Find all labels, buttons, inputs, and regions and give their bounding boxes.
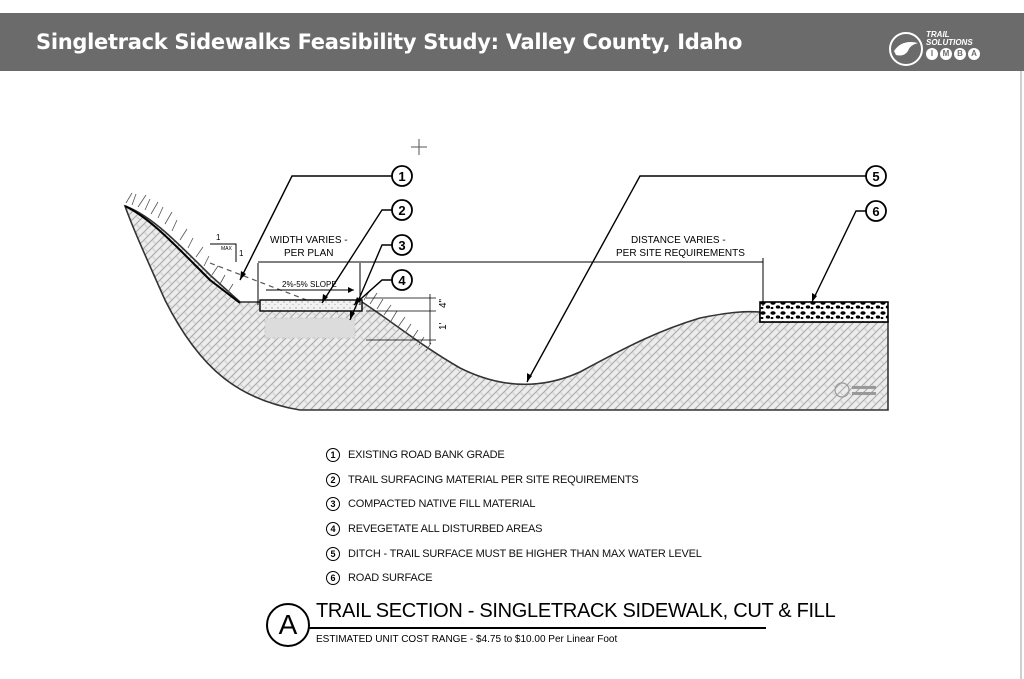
logo-letter: B	[954, 48, 966, 60]
callout-4	[392, 270, 412, 290]
distance-label-line1: DISTANCE VARIES -	[631, 235, 726, 246]
road-surface	[760, 302, 888, 322]
legend-item	[326, 443, 702, 468]
distance-label-line2: PER SITE REQUIREMENTS	[616, 248, 745, 259]
ratio-max-label: MAX	[221, 246, 232, 252]
legend-item	[326, 468, 702, 493]
trail-cross-section-diagram	[0, 71, 1024, 441]
trail-tread	[260, 300, 362, 311]
callout-4-number: 4	[398, 273, 406, 288]
callout-3-number: 3	[398, 238, 406, 253]
callout-1	[392, 166, 412, 186]
legend-text: EXISTING ROAD BANK GRADE	[348, 449, 505, 462]
legend-text: DITCH - TRAIL SURFACE MUST BE HIGHER THAN MAX WATER LEVEL	[348, 547, 702, 560]
callout-5	[866, 166, 886, 186]
top-strip	[0, 0, 1024, 13]
callout-1-number: 1	[398, 169, 406, 184]
callout-6	[866, 201, 886, 221]
logo-letter: I	[926, 48, 938, 60]
depth-top-label: 4"	[438, 298, 449, 308]
legend-item	[326, 517, 702, 542]
legend-number: 2	[326, 473, 340, 487]
logo-text-line1: TRAIL	[926, 30, 950, 39]
logo-text	[926, 31, 973, 47]
bird-icon	[888, 31, 924, 67]
logo-letters	[926, 48, 980, 60]
section-title: TRAIL SECTION - SINGLETRACK SIDEWALK, CUT & FILL	[316, 600, 836, 622]
depth-bottom-label: 1'	[438, 322, 449, 330]
legend-number: 6	[326, 571, 340, 585]
callout-3	[392, 235, 412, 255]
logo-letter: M	[940, 48, 952, 60]
legend-item	[326, 541, 702, 566]
legend-text: REVEGETATE ALL DISTURBED AREAS	[348, 523, 543, 536]
callout-2-number: 2	[398, 203, 406, 218]
callout-2	[392, 200, 412, 220]
legend-number: 5	[326, 547, 340, 561]
width-label-line2: PER PLAN	[284, 248, 334, 259]
crosshair-cursor-icon	[411, 139, 427, 155]
page-title: Singletrack Sidewalks Feasibility Study: Valley County, Idaho	[36, 30, 743, 54]
legend-text: ROAD SURFACE	[348, 572, 433, 585]
section-badge: A	[266, 603, 310, 647]
legend-number: 3	[326, 497, 340, 511]
legend-number: 1	[326, 448, 340, 462]
ratio-side-label: 1	[239, 249, 244, 258]
ratio-top-label: 1	[216, 233, 221, 242]
logo-text-line2: SOLUTIONS	[926, 38, 973, 47]
compacted-fill	[265, 318, 355, 338]
header-bar	[0, 13, 1024, 71]
slope-arrowhead	[348, 287, 354, 293]
legend-text: TRAIL SURFACING MATERIAL PER SITE REQUIREMENTS	[348, 473, 639, 486]
trail-solutions-logo	[888, 29, 992, 73]
legend-item	[326, 492, 702, 517]
width-label-line1: WIDTH VARIES -	[270, 235, 348, 246]
callout-6-number: 6	[872, 204, 880, 219]
section-rule	[308, 627, 766, 629]
section-cost: ESTIMATED UNIT COST RANGE - $4.75 to $10.00 Per Linear Foot	[316, 634, 618, 645]
legend	[326, 443, 702, 591]
legend-text: COMPACTED NATIVE FILL MATERIAL	[348, 498, 536, 511]
slope-label: 2%-5% SLOPE	[282, 280, 337, 289]
logo-letter: A	[968, 48, 980, 60]
legend-number: 4	[326, 522, 340, 536]
callout-5-number: 5	[872, 169, 880, 184]
legend-item	[326, 566, 702, 591]
